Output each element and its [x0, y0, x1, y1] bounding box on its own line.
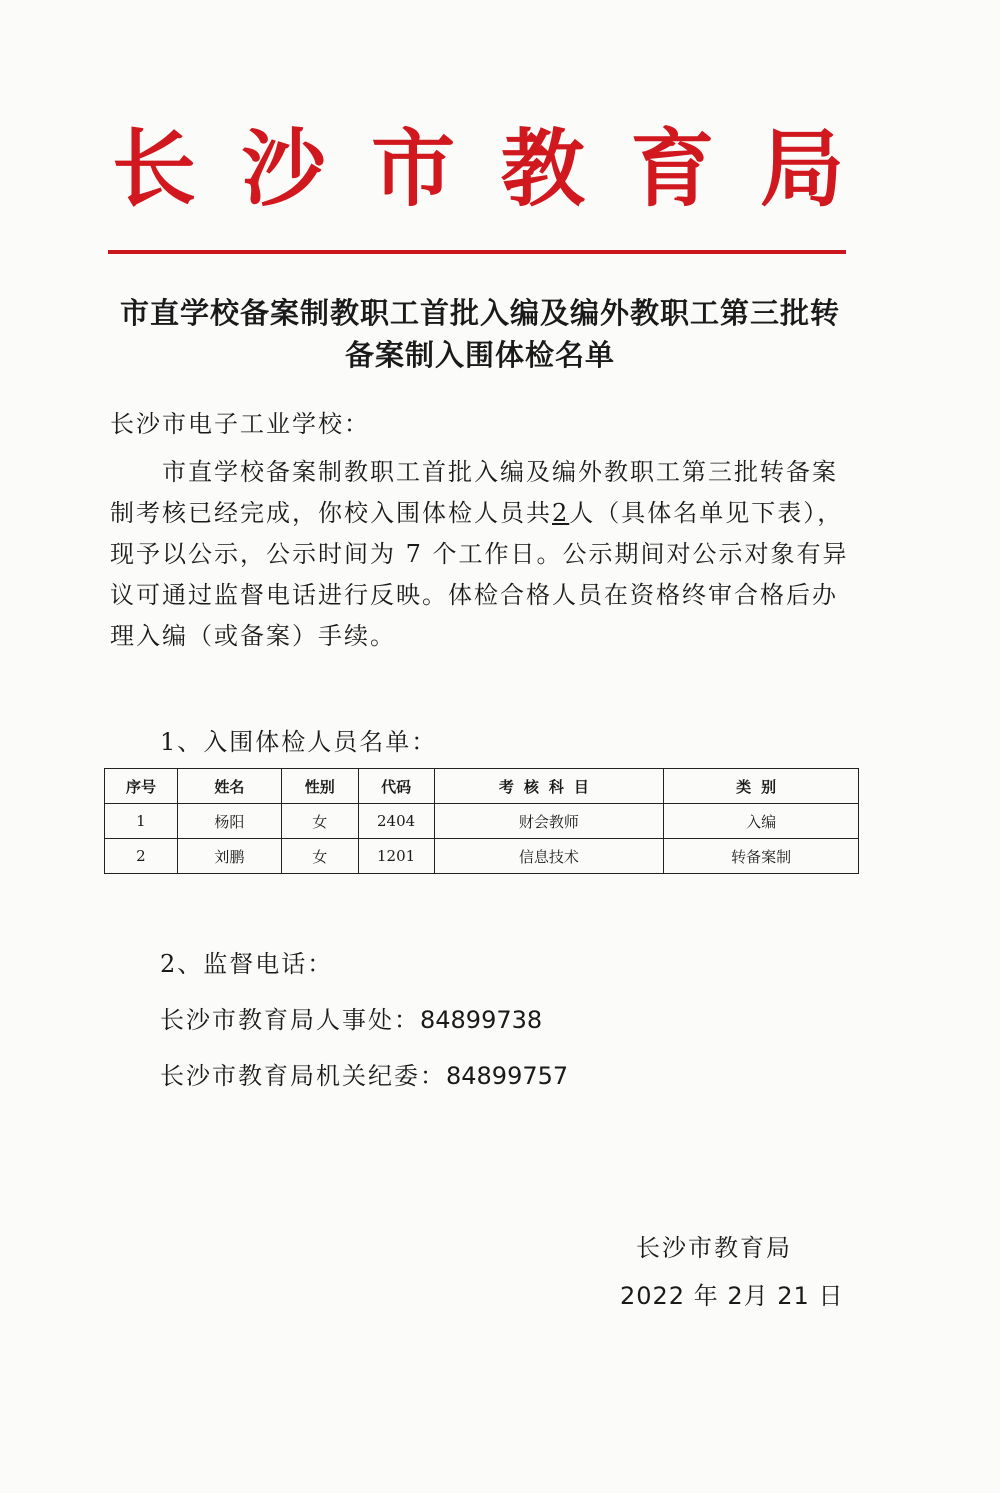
- header-category: 类别: [664, 769, 859, 804]
- header-index: 序号: [105, 769, 178, 804]
- cell-name: 杨阳: [177, 804, 281, 839]
- date-month-unit: 月: [743, 1282, 769, 1310]
- cell-index: 1: [105, 804, 178, 839]
- letterhead-char: 市: [371, 118, 456, 218]
- title-line-2: 备案制入围体检名单: [344, 338, 615, 372]
- phone-number: 84899738: [420, 1006, 543, 1034]
- date-month: 2: [727, 1282, 744, 1310]
- cell-category: 转备案制: [664, 839, 859, 874]
- header-subject: 考核科目: [434, 769, 664, 804]
- date-year: 2022: [620, 1282, 686, 1310]
- salutation: 长沙市电子工业学校：: [110, 410, 370, 438]
- body-text-end: 人（具体名单见下表），现予以公示，公示时间为 7 个工作日。公示期间对公示对象有异议可通过监督电话进行反映。体检合格人员在资格终审合格后办理入编（或备案）手续。: [110, 499, 849, 650]
- letterhead-divider: [108, 250, 846, 254]
- signature-organization: 长沙市教育局: [636, 1234, 792, 1262]
- contact-line-discipline: [160, 1056, 568, 1091]
- section-heading-roster: 1、入围体检人员名单：: [160, 728, 438, 756]
- title-line-1: 市直学校备案制教职工首批入编及编外教职工第三批转: [119, 296, 840, 330]
- cell-subject: 财会教师: [434, 804, 664, 839]
- cell-code: 1201: [358, 839, 434, 874]
- table-row: [105, 804, 859, 839]
- document-title: [100, 292, 860, 376]
- date-day: 21: [777, 1282, 810, 1310]
- candidate-table: [104, 768, 859, 874]
- phone-number: 84899757: [446, 1062, 569, 1090]
- table-header-row: [105, 769, 859, 804]
- cell-name: 刘鹏: [177, 839, 281, 874]
- date-year-unit: 年: [693, 1282, 719, 1310]
- table-row: [105, 839, 859, 874]
- letterhead-char: 教: [500, 118, 585, 218]
- header-gender: 性别: [281, 769, 358, 804]
- cell-category: 入编: [664, 804, 859, 839]
- cell-index: 2: [105, 839, 178, 874]
- section-heading-hotline: 2、监督电话：: [160, 950, 334, 978]
- letterhead-char: 沙: [241, 118, 326, 218]
- letterhead-char: 局: [759, 118, 844, 218]
- signature-date: [620, 1276, 843, 1311]
- cell-subject: 信息技术: [434, 839, 664, 874]
- contact-line-hr: [160, 1000, 542, 1035]
- letterhead: [108, 112, 848, 218]
- candidate-count: 2: [552, 499, 570, 527]
- cell-gender: 女: [281, 839, 358, 874]
- body-text-start: 市直学校备案制教职工首批入编及编外教职工第三批转备案制考核已经完成，你校入围体检人员共: [110, 458, 838, 527]
- contact-label: 长沙市教育局人事处：: [160, 1006, 420, 1034]
- letterhead-char: 长: [111, 118, 196, 218]
- date-day-unit: 日: [818, 1282, 844, 1310]
- contact-label: 长沙市教育局机关纪委：: [160, 1062, 446, 1090]
- header-name: 姓名: [177, 769, 281, 804]
- header-code: 代码: [358, 769, 434, 804]
- letterhead-char: 育: [630, 118, 715, 218]
- cell-gender: 女: [281, 804, 358, 839]
- cell-code: 2404: [358, 804, 434, 839]
- body-paragraph: [110, 452, 860, 657]
